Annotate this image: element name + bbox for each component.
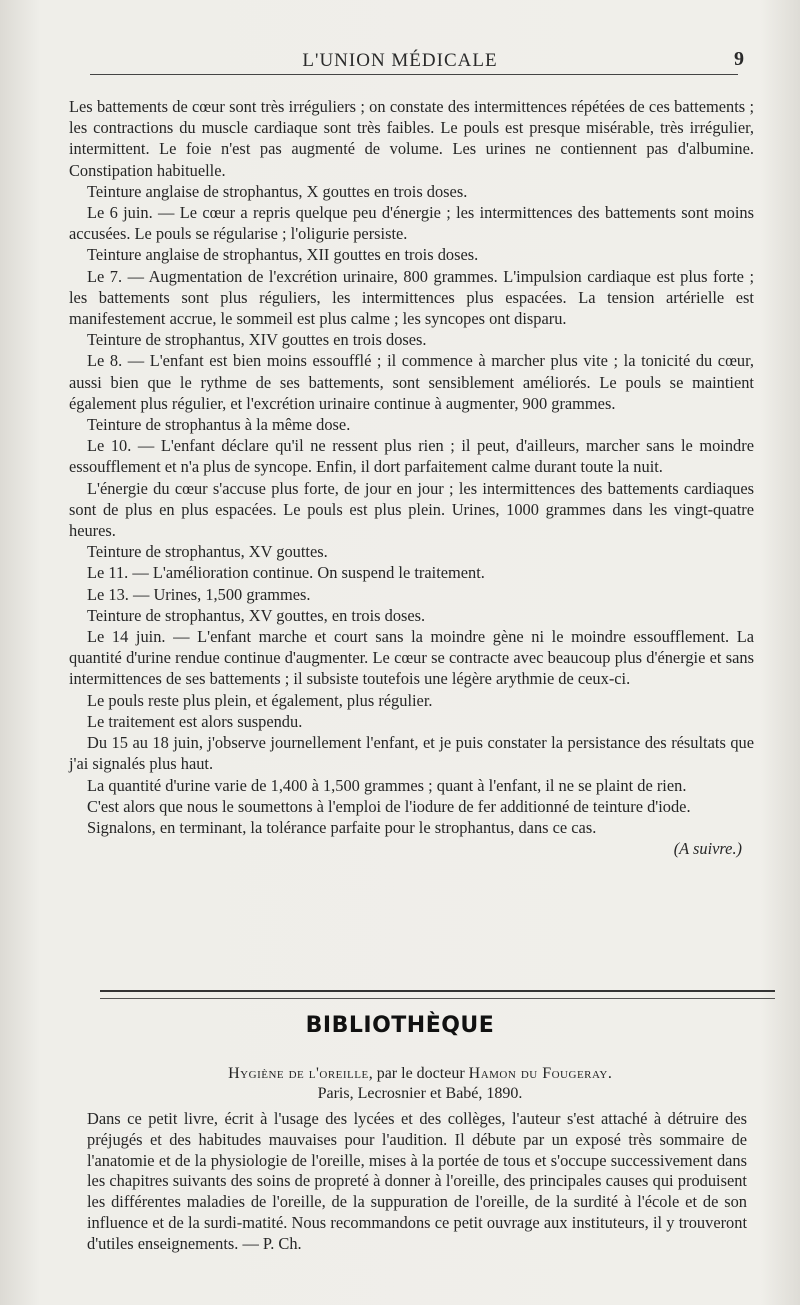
paragraph: Les battements de cœur sont très irréguliers ; on constate des intermittences répétées de ces battements ; les contractions du muscle cardiaque sont très faibles. Le pouls est presque misérable, très irrégulier, intermittent. Le foie n'est pas augmenté de volume. Les urines ne contiennent pas d'albumine. Constipation habituelle. [69,97,754,180]
paragraph: Le 13. — Urines, 1,500 grammes. [87,584,311,604]
book-by: , par le docteur [368,1065,469,1082]
book-publisher: Paris, Lecrosnier et Babé, 1890. [317,1085,523,1102]
paragraph: Teinture de strophantus, XV gouttes, en trois doses. [87,605,426,625]
book-author: Hamon du Fougeray [468,1065,608,1082]
paragraph: Le 14 juin. — L'enfant marche et court sans la moindre gène ni le moindre essoufflement. La quantité d'urine rendue continue d'augmenter. Le cœur se contracte avec beaucoup plus d'énergie et sans intermittences de ses battements ; il subsiste toutefois une légère arythmie de ceux-ci. [69,627,754,689]
page-number: 9 [734,48,744,70]
book-title-line: Hygiène de l'oreille, par le docteur Hamon du Fougeray. [228,1065,612,1082]
paragraph: C'est alors que nous le soumettons à l'emploi de l'iodure de fer additionné de teinture d'iode. [87,796,691,816]
paragraph: Teinture de strophantus, XIV gouttes en trois doses. [87,330,427,350]
page-header [0,46,800,76]
continuation-note: (A suivre.) [673,839,742,859]
paragraph: Teinture anglaise de strophantus, XII gouttes en trois doses. [87,245,479,265]
paragraph: Le pouls reste plus plein, et également, plus régulier. [87,690,433,710]
paragraph: Le 11. — L'amélioration continue. On suspend le traitement. [87,563,485,583]
book-title: Hygiène de l'oreille [228,1065,369,1082]
paragraph: Teinture de strophantus à la même dose. [87,415,351,435]
paragraph: Du 15 au 18 juin, j'observe journellement l'enfant, et je puis constater la persistance des résultats que j'ai signalés plus haut. [69,733,754,774]
paragraph: Teinture anglaise de strophantus, X gouttes en trois doses. [87,181,468,201]
running-title: L'UNION MÉDICALE [302,50,498,71]
header-rule [90,74,738,75]
paragraph: Signalons, en terminant, la tolérance parfaite pour le strophantus, dans ce cas. [87,817,597,837]
paragraph: L'énergie du cœur s'accuse plus forte, de jour en jour ; les intermittences des battements cardiaques sont de plus en plus espacées. Le pouls est plus plein. Urines, 1000 grammes dans les vingt-quatre heures. [69,478,754,541]
article-body [69,96,754,859]
paragraph: Teinture de strophantus, XV gouttes. [87,542,328,562]
section-title: BIBLIOTHÈQUE [305,1013,495,1038]
paragraph: Le 8. — L'enfant est bien moins essoufflé ; il commence à marcher plus vite ; la tonicité du cœur, aussi bien que le rythme de ses battements, sont sensiblement améliorés. Le pouls se maintient également plus régulier, et l'excrétion urinaire continue à augmenter, 900 grammes. [69,351,754,413]
paragraph: Le traitement est alors suspendu. [87,711,303,731]
book-reference [90,1064,750,1104]
section-divider [100,990,775,999]
paragraph: Le 6 juin. — Le cœur a repris quelque peu d'énergie ; les intermittences des battements sont moins accusées. Le pouls se régularise ; l'oligurie persiste. [69,203,754,244]
paragraph: La quantité d'urine varie de 1,400 à 1,500 grammes ; quant à l'enfant, il ne se plaint de rien. [87,775,687,795]
book-review [87,1109,747,1255]
review-paragraph: Dans ce petit livre, écrit à l'usage des lycées et des collèges, l'auteur s'est attaché à détruire des préjugés et des habitudes mauvaises pour l'audition. Il débute par un exposé très sommaire de l'anatomie et de la physiologie de l'oreille, mises à la portée de tous et s'occupe successivement dans les chapitres suivants des soins de propreté à donner à l'oreille, des principales causes qui produisent les différentes maladies de l'oreille, de la suppuration de l'oreille, de la surdité à l'école et de son influence et de la surdi-matité. Nous recommandons ce petit ouvrage aux instituteurs, il y trouveront d'utiles enseignements. — P. Ch. [87,1109,747,1253]
paragraph: Le 10. — L'enfant déclare qu'il ne ressent plus rien ; il peut, d'ailleurs, marcher sans le moindre essoufflement et n'a plus de syncope. Enfin, il dort parfaitement calme durant toute la nuit. [69,436,754,477]
paragraph: Le 7. — Augmentation de l'excrétion urinaire, 800 grammes. L'impulsion cardiaque est plus forte ; les battements sont plus réguliers, les intermittences plus espacées. La tension artérielle est manifestement accrue, le sommeil est plus calme ; les syncopes ont disparu. [69,266,754,329]
